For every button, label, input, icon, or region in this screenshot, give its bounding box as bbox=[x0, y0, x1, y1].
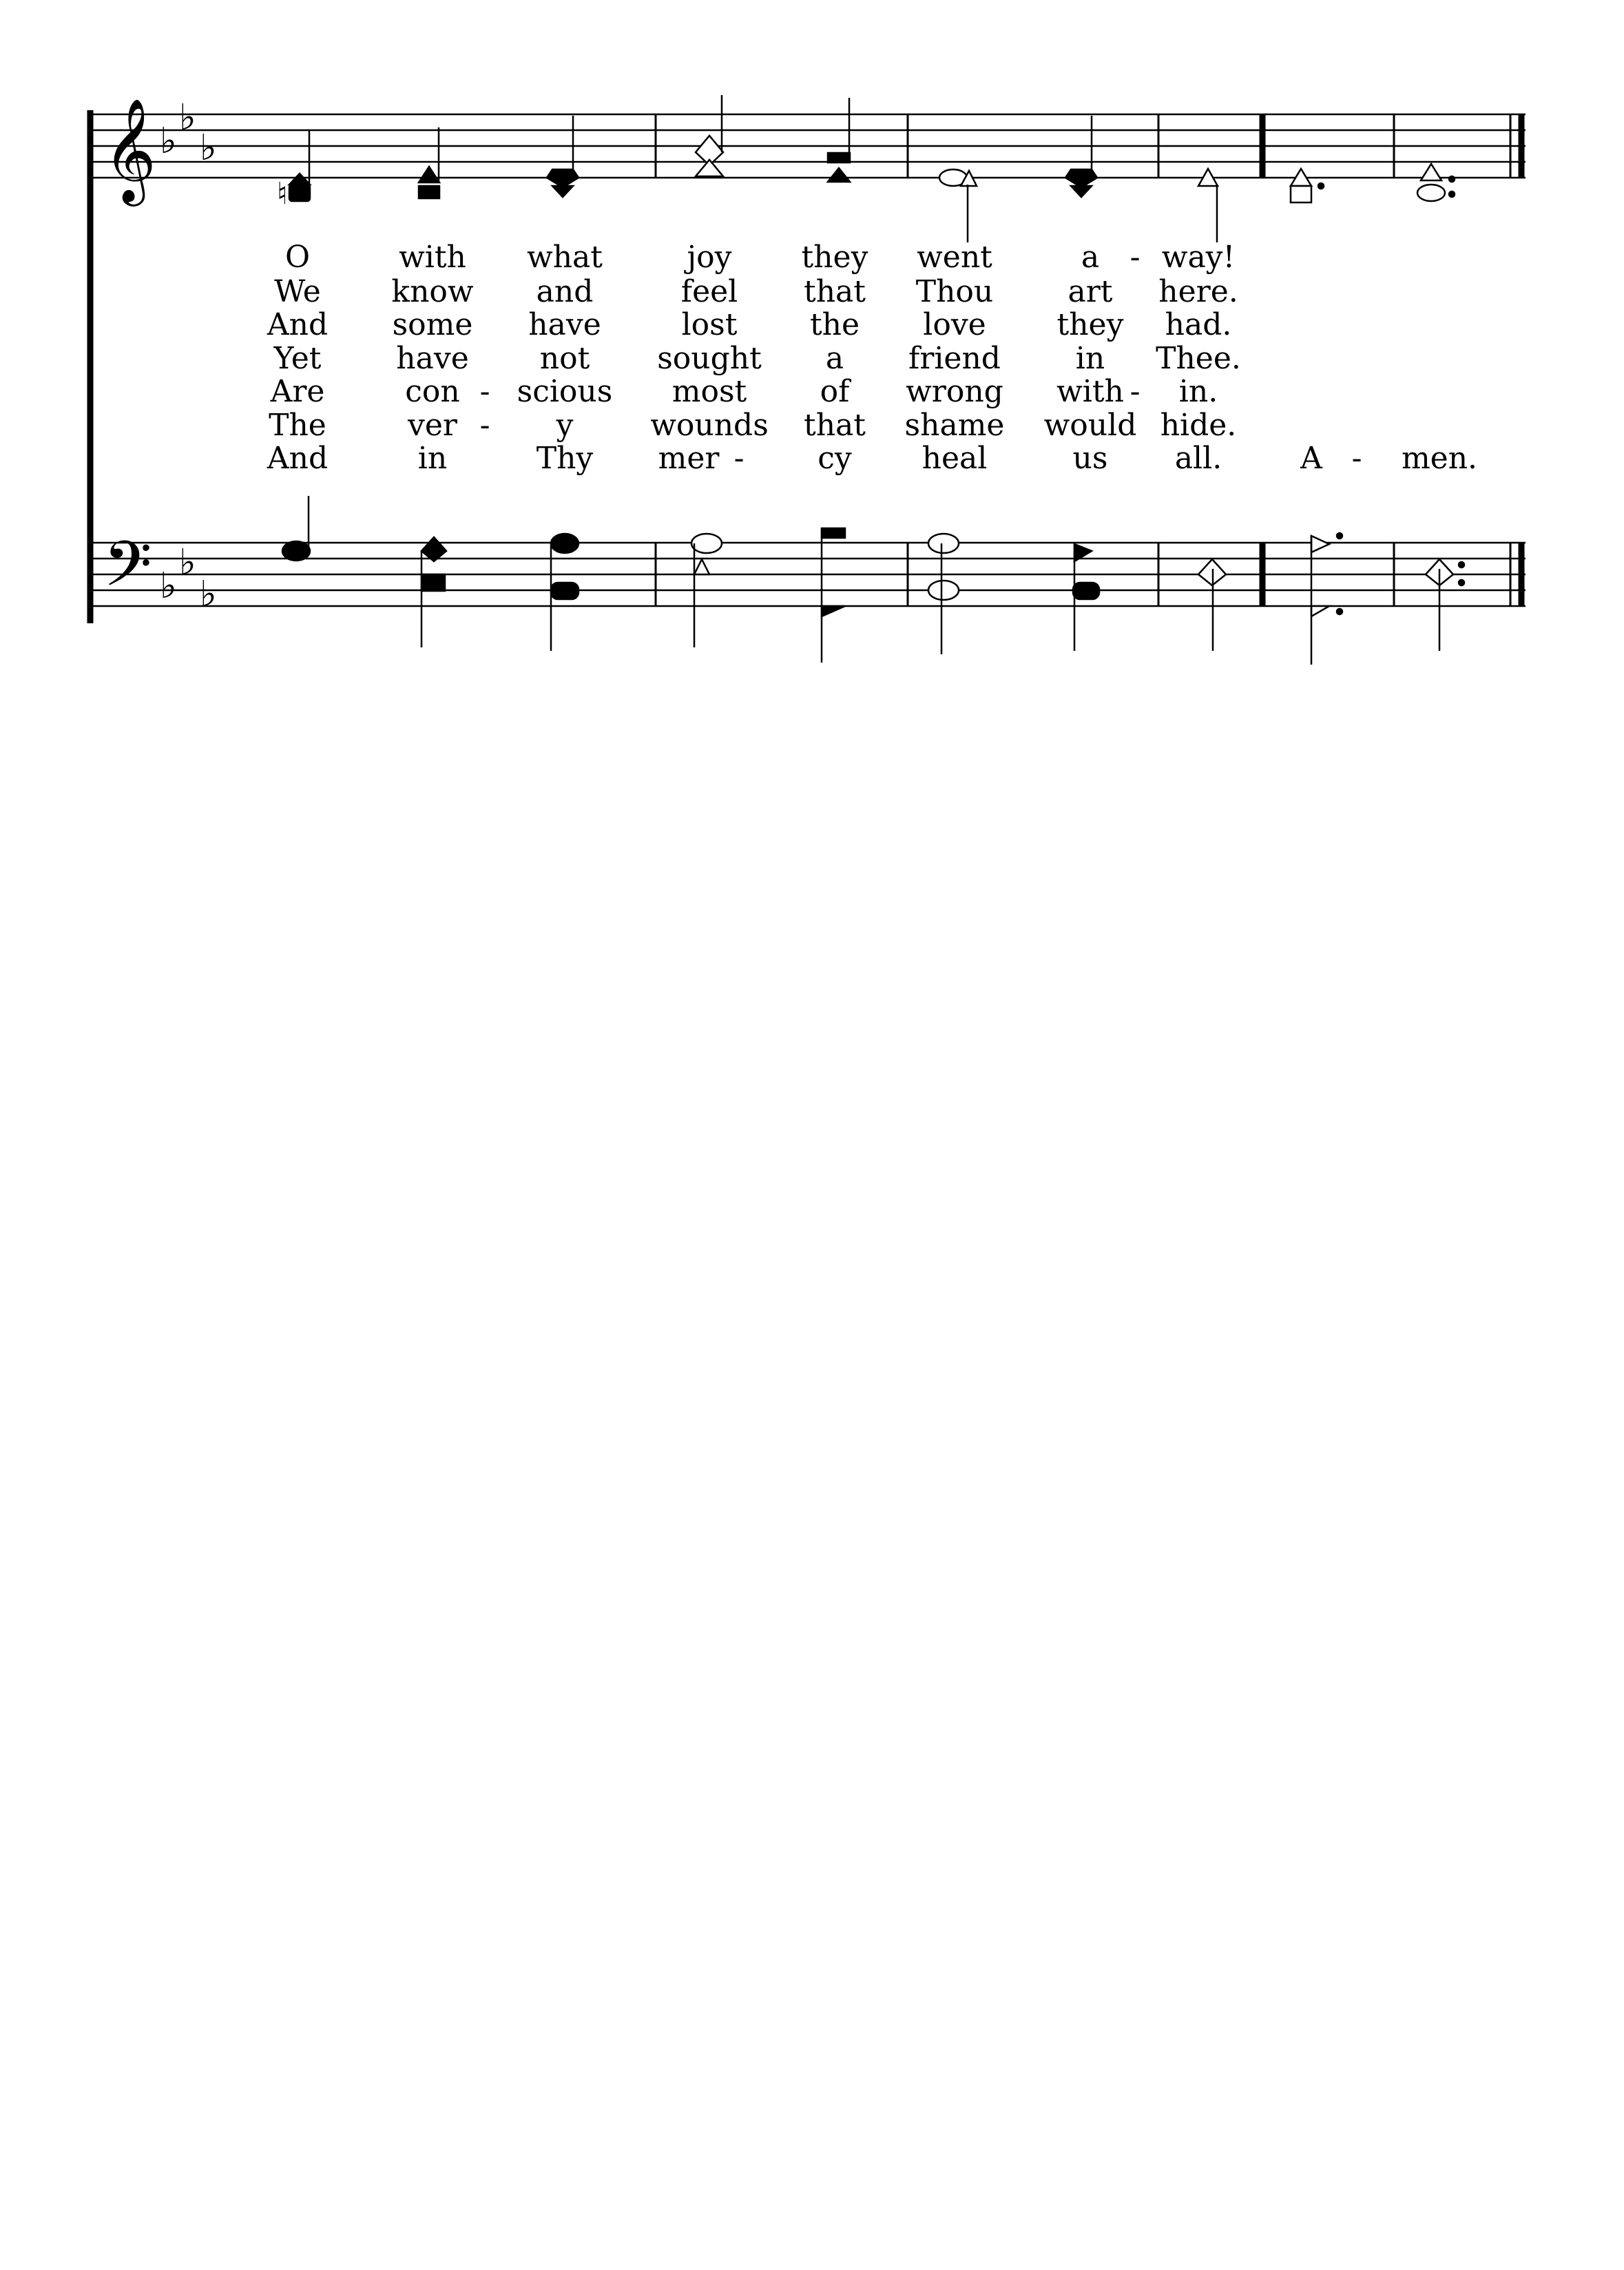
lyric-syllable: - bbox=[1129, 374, 1141, 409]
lyric-syllable: A bbox=[1300, 441, 1322, 476]
lyric-syllable: here. bbox=[1158, 274, 1238, 309]
lyric-syllable: cy bbox=[818, 441, 852, 476]
score-svg bbox=[0, 0, 1624, 758]
lyric-syllable: con bbox=[405, 374, 460, 409]
bass-key-signature bbox=[160, 542, 217, 615]
lyric-syllable: know bbox=[391, 274, 474, 309]
lyric-syllable: with bbox=[399, 240, 466, 275]
svg-text:♭: ♭ bbox=[179, 542, 196, 583]
treble-staff bbox=[90, 114, 1526, 178]
lyric-syllable: with bbox=[1056, 374, 1124, 409]
lyric-syllable: in bbox=[1075, 341, 1105, 376]
lyric-syllable: art bbox=[1068, 274, 1113, 309]
lyric-syllable: a bbox=[1081, 240, 1100, 275]
lyric-syllable: Are bbox=[270, 374, 325, 409]
lyric-syllable: what bbox=[527, 240, 603, 275]
lyric-syllable: of bbox=[820, 374, 850, 409]
svg-text:♭: ♭ bbox=[179, 97, 196, 138]
lyric-syllable: not bbox=[539, 341, 590, 376]
treble-clef-icon bbox=[103, 97, 156, 207]
lyric-syllable: have bbox=[396, 341, 469, 376]
lyric-syllable: Yet bbox=[273, 341, 322, 376]
lyric-syllable: Thou bbox=[915, 274, 994, 309]
lyric-syllable: and bbox=[536, 274, 594, 309]
lyric-syllable: they bbox=[801, 240, 868, 275]
lyric-syllable: in. bbox=[1178, 374, 1218, 409]
svg-text:♭: ♭ bbox=[160, 121, 177, 162]
lyric-syllable: And bbox=[267, 441, 329, 476]
lyric-syllable: y bbox=[556, 408, 574, 443]
lyric-syllable: most bbox=[672, 374, 747, 409]
lyric-syllable: would bbox=[1043, 408, 1137, 443]
hymn-score bbox=[0, 0, 1624, 758]
lyric-syllable: Thee. bbox=[1156, 341, 1241, 376]
svg-text:♭: ♭ bbox=[200, 127, 217, 169]
lyric-syllable: a bbox=[825, 341, 844, 376]
treble-notes bbox=[277, 95, 1455, 242]
lyric-syllable: And bbox=[267, 307, 329, 342]
lyric-syllable: friend bbox=[908, 341, 1001, 376]
lyric-syllable: - bbox=[479, 408, 490, 443]
lyrics-block bbox=[267, 240, 1477, 476]
lyric-syllable: all. bbox=[1174, 441, 1222, 476]
lyric-syllable: wrong bbox=[906, 374, 1003, 409]
lyric-syllable: lost bbox=[681, 307, 738, 342]
lyric-syllable: love bbox=[923, 307, 986, 342]
lyric-syllable: in bbox=[417, 441, 448, 476]
svg-text:𝄞: 𝄞 bbox=[103, 97, 156, 202]
lyric-syllable: went bbox=[917, 240, 992, 275]
lyric-syllable: Thy bbox=[536, 441, 594, 476]
lyric-syllable: that bbox=[804, 408, 866, 443]
lyric-syllable: ver bbox=[408, 408, 457, 443]
lyric-syllable: have bbox=[528, 307, 601, 342]
lyric-syllable: We bbox=[274, 274, 321, 309]
lyric-syllable: O bbox=[284, 240, 311, 275]
lyric-syllable: heal bbox=[922, 441, 988, 476]
lyric-syllable: - bbox=[1129, 240, 1141, 275]
lyric-syllable: that bbox=[804, 274, 866, 309]
lyric-syllable: The bbox=[269, 408, 326, 443]
treble-key-signature bbox=[160, 97, 217, 169]
bass-clef-icon bbox=[103, 528, 152, 616]
svg-text:♭: ♭ bbox=[200, 574, 217, 615]
bass-notes bbox=[282, 496, 1464, 665]
lyric-syllable: - bbox=[479, 374, 490, 409]
lyric-syllable: scious bbox=[517, 374, 613, 409]
lyric-syllable: shame bbox=[904, 408, 1005, 443]
lyric-syllable: hide. bbox=[1160, 408, 1237, 443]
svg-text:♭: ♭ bbox=[160, 565, 177, 607]
lyric-syllable: joy bbox=[687, 240, 732, 275]
lyric-syllable: mer bbox=[658, 441, 720, 476]
lyric-syllable: us bbox=[1072, 441, 1108, 476]
svg-text:♮: ♮ bbox=[277, 176, 288, 211]
lyric-syllable: they bbox=[1056, 307, 1124, 342]
svg-text:𝄢: 𝄢 bbox=[103, 528, 152, 616]
lyric-syllable: feel bbox=[680, 274, 738, 309]
lyric-syllable: - bbox=[1351, 441, 1362, 476]
lyric-syllable: way! bbox=[1161, 240, 1236, 275]
lyric-syllable: men. bbox=[1401, 441, 1478, 476]
lyric-syllable: wounds bbox=[650, 408, 769, 443]
lyric-syllable: - bbox=[733, 441, 745, 476]
lyric-syllable: the bbox=[809, 307, 860, 342]
lyric-syllable: some bbox=[392, 307, 473, 342]
lyric-syllable: sought bbox=[657, 341, 762, 376]
lyric-syllable: had. bbox=[1165, 307, 1232, 342]
